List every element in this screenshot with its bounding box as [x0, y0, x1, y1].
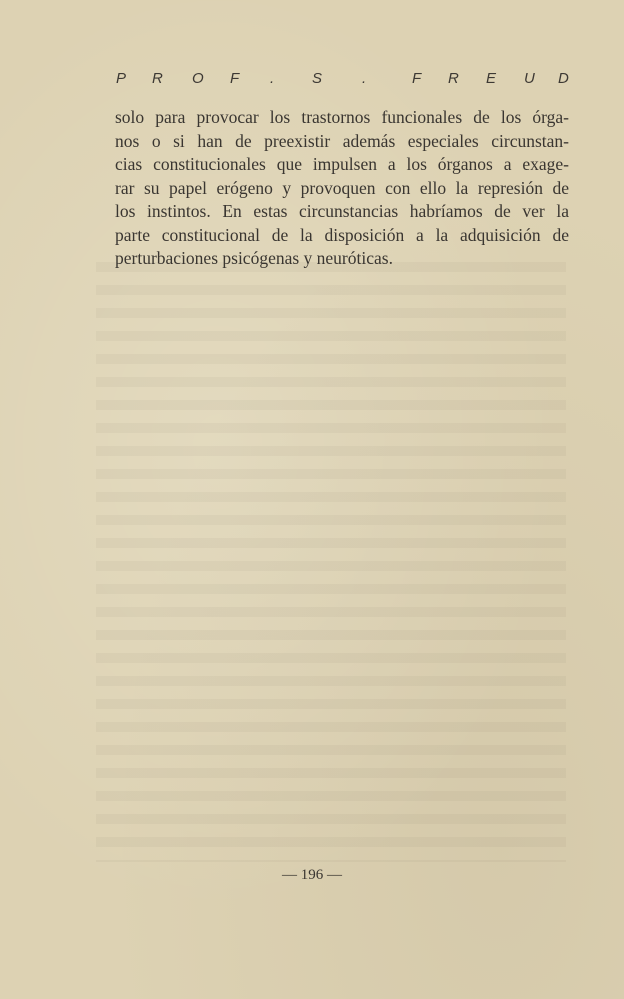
text-line: parte constitucional de la disposición a la adquisición de — [115, 224, 569, 245]
header-letter: P — [116, 70, 127, 87]
header-letter: O — [192, 70, 204, 87]
text-line: los instintos. En estas circunstancias habríamos de ver la — [115, 201, 569, 221]
text-line: perturbaciones psicógenas y neuróticas. — [115, 248, 393, 268]
header-letter: . — [362, 70, 367, 87]
header-letter: F — [412, 70, 422, 87]
header-letter: R — [152, 70, 163, 87]
text-line: rar su papel erógeno y provoquen con ello la represión de — [115, 177, 569, 198]
header-letter: D — [558, 70, 569, 87]
show-through-texture — [96, 262, 566, 862]
text-line: nos o si han de preexistir además especiales circunstan- — [115, 130, 569, 151]
header-letter: S — [312, 70, 323, 87]
header-letter: E — [486, 70, 497, 87]
header-letter: R — [448, 70, 459, 87]
header-letter: . — [270, 70, 275, 87]
text-line: solo para provocar los trastornos funcionales de los órga- — [115, 107, 569, 127]
header-letter: F — [230, 70, 240, 87]
page-number: — 196 — — [282, 867, 342, 883]
body-paragraph — [115, 106, 569, 271]
running-header — [116, 70, 568, 90]
text-line: cias constitucionales que impulsen a los órganos a exage- — [115, 154, 569, 174]
header-letter: U — [524, 70, 535, 87]
